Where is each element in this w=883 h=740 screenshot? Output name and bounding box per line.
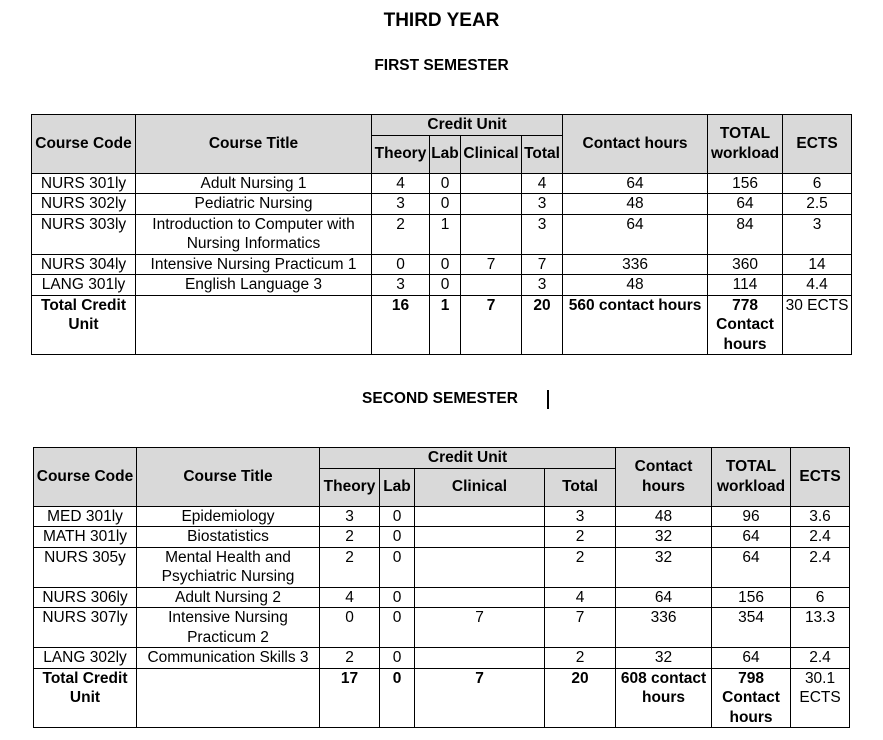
lab-value: 0 bbox=[380, 527, 415, 548]
contact-hours-value: 48 bbox=[563, 275, 708, 296]
course-title: Epidemiology bbox=[137, 506, 320, 527]
header-course-code: Course Code bbox=[32, 115, 136, 174]
ects-value: 2.4 bbox=[791, 648, 850, 669]
course-code: NURS 304ly bbox=[32, 254, 136, 275]
ects-value: 6 bbox=[783, 173, 852, 194]
theory-value: 3 bbox=[320, 506, 380, 527]
theory-value: 4 bbox=[372, 173, 430, 194]
course-title: Introduction to Computer with Nursing Informatics bbox=[136, 214, 372, 254]
header-total: Total bbox=[545, 468, 616, 506]
course-code: NURS 305y bbox=[34, 547, 137, 587]
table-row bbox=[34, 648, 850, 669]
header-lab: Lab bbox=[430, 135, 461, 173]
table-row bbox=[32, 254, 852, 275]
total-value: 7 bbox=[522, 254, 563, 275]
theory-value: 4 bbox=[320, 587, 380, 608]
total-value: 7 bbox=[545, 608, 616, 648]
course-code: NURS 303ly bbox=[32, 214, 136, 254]
total-value: 4 bbox=[545, 587, 616, 608]
course-title: English Language 3 bbox=[136, 275, 372, 296]
theory-value: 2 bbox=[320, 547, 380, 587]
total-total: 20 bbox=[522, 295, 563, 355]
course-code: MED 301ly bbox=[34, 506, 137, 527]
course-code: LANG 301ly bbox=[32, 275, 136, 296]
total-value: 2 bbox=[545, 527, 616, 548]
lab-value: 0 bbox=[430, 194, 461, 215]
header-total-workload: TOTAL workload bbox=[712, 448, 791, 507]
table-row bbox=[32, 214, 852, 254]
total-value: 4 bbox=[522, 173, 563, 194]
theory-value: 3 bbox=[372, 194, 430, 215]
course-title: Adult Nursing 2 bbox=[137, 587, 320, 608]
lab-value: 0 bbox=[380, 648, 415, 669]
total-clinical: 7 bbox=[461, 295, 522, 355]
contact-hours-value: 64 bbox=[563, 214, 708, 254]
clinical-value: 7 bbox=[461, 254, 522, 275]
contact-hours-value: 336 bbox=[563, 254, 708, 275]
workload-value: 114 bbox=[708, 275, 783, 296]
ects-value: 6 bbox=[791, 587, 850, 608]
lab-value: 1 bbox=[430, 214, 461, 254]
first-semester-table bbox=[31, 114, 852, 355]
theory-value: 3 bbox=[372, 275, 430, 296]
table-row bbox=[34, 506, 850, 527]
header-contact-hours: Contact hours bbox=[616, 448, 712, 507]
ects-value: 4.4 bbox=[783, 275, 852, 296]
contact-hours-value: 64 bbox=[616, 587, 712, 608]
total-value: 3 bbox=[522, 214, 563, 254]
clinical-value bbox=[415, 648, 545, 669]
theory-value: 2 bbox=[320, 527, 380, 548]
course-title: Biostatistics bbox=[137, 527, 320, 548]
total-workload: 778 Contact hours bbox=[708, 295, 783, 355]
total-value: 2 bbox=[545, 648, 616, 669]
second-semester-table bbox=[33, 447, 850, 728]
clinical-value bbox=[415, 547, 545, 587]
total-value: 3 bbox=[545, 506, 616, 527]
course-title: Communication Skills 3 bbox=[137, 648, 320, 669]
ects-value: 3 bbox=[783, 214, 852, 254]
clinical-value bbox=[461, 275, 522, 296]
total-value: 2 bbox=[545, 547, 616, 587]
header-credit-unit: Credit Unit bbox=[320, 448, 616, 469]
table-row bbox=[34, 547, 850, 587]
header-theory: Theory bbox=[372, 135, 430, 173]
total-title-empty bbox=[136, 295, 372, 355]
theory-value: 0 bbox=[320, 608, 380, 648]
clinical-value bbox=[461, 173, 522, 194]
lab-value: 0 bbox=[380, 506, 415, 527]
total-workload: 798 Contact hours bbox=[712, 668, 791, 728]
contact-hours-value: 48 bbox=[616, 506, 712, 527]
course-code: NURS 302ly bbox=[32, 194, 136, 215]
ects-value: 2.4 bbox=[791, 547, 850, 587]
workload-value: 354 bbox=[712, 608, 791, 648]
total-credit-label: Total Credit Unit bbox=[34, 668, 137, 728]
course-title: Intensive Nursing Practicum 1 bbox=[136, 254, 372, 275]
ects-value: 14 bbox=[783, 254, 852, 275]
total-row bbox=[32, 295, 852, 355]
clinical-value bbox=[415, 506, 545, 527]
header-credit-unit: Credit Unit bbox=[372, 115, 563, 136]
ects-value: 2.4 bbox=[791, 527, 850, 548]
total-credit-label: Total Credit Unit bbox=[32, 295, 136, 355]
workload-value: 64 bbox=[712, 648, 791, 669]
contact-hours-value: 48 bbox=[563, 194, 708, 215]
table-row bbox=[32, 275, 852, 296]
first-semester-heading: FIRST SEMESTER bbox=[374, 57, 509, 74]
total-theory: 16 bbox=[372, 295, 430, 355]
total-clinical: 7 bbox=[415, 668, 545, 728]
table-row bbox=[34, 608, 850, 648]
header-clinical: Clinical bbox=[461, 135, 522, 173]
course-title: Adult Nursing 1 bbox=[136, 173, 372, 194]
contact-hours-value: 32 bbox=[616, 547, 712, 587]
header-course-title: Course Title bbox=[137, 448, 320, 507]
header-total: Total bbox=[522, 135, 563, 173]
page-title: THIRD YEAR bbox=[383, 10, 500, 31]
course-code: NURS 307ly bbox=[34, 608, 137, 648]
header-total-workload: TOTAL workload bbox=[708, 115, 783, 174]
course-title: Pediatric Nursing bbox=[136, 194, 372, 215]
clinical-value bbox=[415, 587, 545, 608]
workload-value: 64 bbox=[712, 527, 791, 548]
header-ects: ECTS bbox=[783, 115, 852, 174]
total-value: 3 bbox=[522, 275, 563, 296]
workload-value: 156 bbox=[708, 173, 783, 194]
course-code: NURS 301ly bbox=[32, 173, 136, 194]
lab-value: 0 bbox=[380, 608, 415, 648]
workload-value: 156 bbox=[712, 587, 791, 608]
contact-hours-value: 336 bbox=[616, 608, 712, 648]
header-course-title: Course Title bbox=[136, 115, 372, 174]
total-contact-hours: 608 contact hours bbox=[616, 668, 712, 728]
header-lab: Lab bbox=[380, 468, 415, 506]
lab-value: 0 bbox=[430, 173, 461, 194]
contact-hours-value: 32 bbox=[616, 527, 712, 548]
second-semester-heading: SECOND SEMESTER bbox=[362, 390, 518, 407]
total-value: 3 bbox=[522, 194, 563, 215]
course-title: Intensive Nursing Practicum 2 bbox=[137, 608, 320, 648]
total-row bbox=[34, 668, 850, 728]
lab-value: 0 bbox=[430, 254, 461, 275]
header-contact-hours: Contact hours bbox=[563, 115, 708, 174]
total-theory: 17 bbox=[320, 668, 380, 728]
theory-value: 0 bbox=[372, 254, 430, 275]
theory-value: 2 bbox=[320, 648, 380, 669]
lab-value: 0 bbox=[380, 547, 415, 587]
clinical-value: 7 bbox=[415, 608, 545, 648]
course-code: MATH 301ly bbox=[34, 527, 137, 548]
course-code: LANG 302ly bbox=[34, 648, 137, 669]
header-course-code: Course Code bbox=[34, 448, 137, 507]
lab-value: 0 bbox=[380, 587, 415, 608]
workload-value: 360 bbox=[708, 254, 783, 275]
header-clinical: Clinical bbox=[415, 468, 545, 506]
clinical-value bbox=[461, 194, 522, 215]
table-row bbox=[34, 587, 850, 608]
theory-value: 2 bbox=[372, 214, 430, 254]
contact-hours-value: 64 bbox=[563, 173, 708, 194]
header-theory: Theory bbox=[320, 468, 380, 506]
course-code: NURS 306ly bbox=[34, 587, 137, 608]
header-ects: ECTS bbox=[791, 448, 850, 507]
total-ects: 30 ECTS bbox=[783, 295, 852, 355]
total-title-empty bbox=[137, 668, 320, 728]
workload-value: 96 bbox=[712, 506, 791, 527]
text-cursor bbox=[547, 390, 549, 409]
ects-value: 2.5 bbox=[783, 194, 852, 215]
ects-value: 13.3 bbox=[791, 608, 850, 648]
table-row bbox=[32, 173, 852, 194]
workload-value: 64 bbox=[708, 194, 783, 215]
table-row bbox=[32, 194, 852, 215]
workload-value: 64 bbox=[712, 547, 791, 587]
table-row bbox=[34, 527, 850, 548]
workload-value: 84 bbox=[708, 214, 783, 254]
course-title: Mental Health and Psychiatric Nursing bbox=[137, 547, 320, 587]
total-ects: 30.1 ECTS bbox=[791, 668, 850, 728]
total-contact-hours: 560 contact hours bbox=[563, 295, 708, 355]
contact-hours-value: 32 bbox=[616, 648, 712, 669]
clinical-value bbox=[461, 214, 522, 254]
ects-value: 3.6 bbox=[791, 506, 850, 527]
total-lab: 0 bbox=[380, 668, 415, 728]
total-lab: 1 bbox=[430, 295, 461, 355]
total-total: 20 bbox=[545, 668, 616, 728]
lab-value: 0 bbox=[430, 275, 461, 296]
clinical-value bbox=[415, 527, 545, 548]
